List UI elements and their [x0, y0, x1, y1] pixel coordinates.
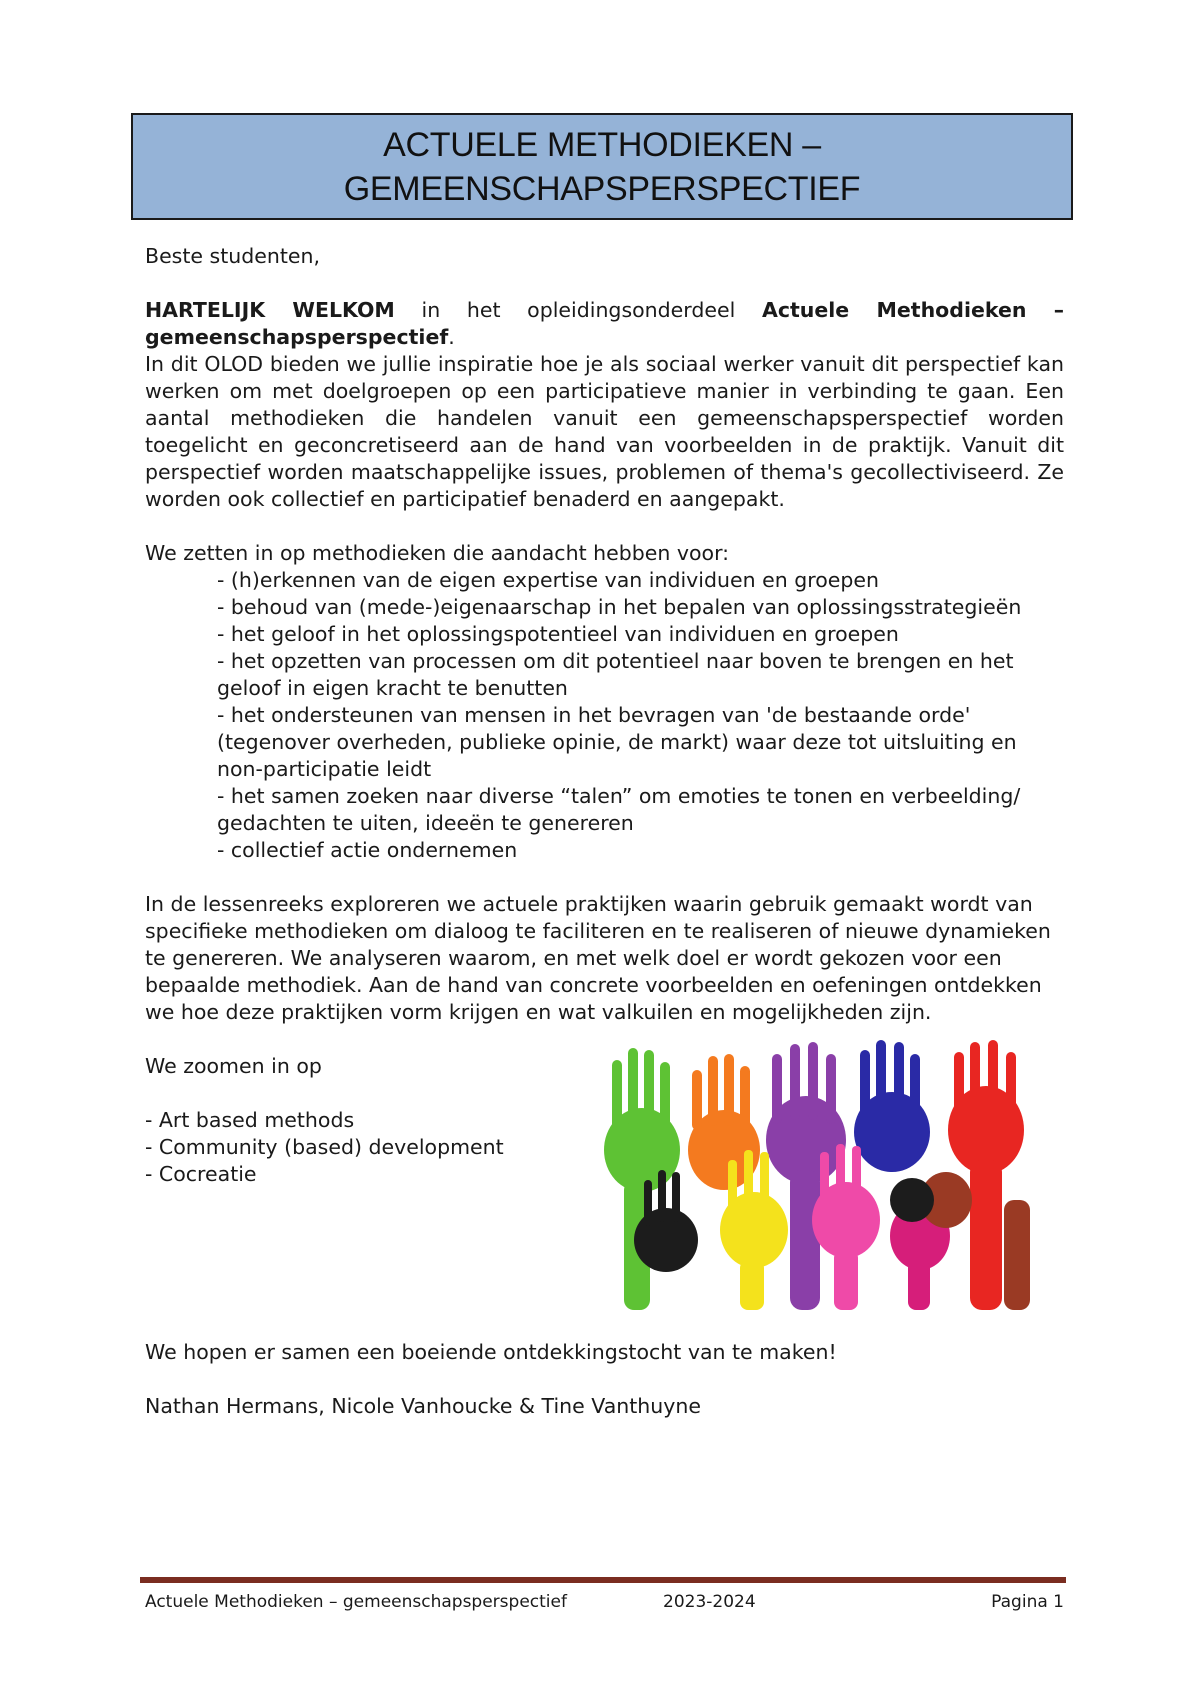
welcome-bold: HARTELIJK WELKOM: [145, 298, 395, 322]
title-line-2: GEMEENSCHAPSPERSPECTIEF: [343, 169, 861, 208]
hand-yellow: [720, 1150, 788, 1310]
zoom-intro: We zoomen in op: [145, 1054, 322, 1078]
title-box: [131, 113, 1073, 220]
list-item: - het opzetten van processen om dit potentieel naar boven te brengen en het geloof in eigen kracht te benutten: [217, 649, 1014, 700]
hand-blue: [854, 1040, 930, 1172]
focus-list: [145, 567, 1064, 864]
painted-hands-image: [594, 1040, 1044, 1312]
list-item: - collectief actie ondernemen: [217, 838, 518, 862]
list-item: - het geloof in het oplossingspotentieel van individuen en groepen: [217, 622, 899, 646]
focus-intro: We zetten in op methodieken die aandacht hebben voor:: [145, 541, 730, 565]
footer-page-number: Pagina 1: [991, 1592, 1064, 1612]
zoom-item: - Cocreatie: [145, 1162, 257, 1186]
list-item: - het ondersteunen van mensen in het bevragen van 'de bestaande orde' (tegenover overheden, publieke opinie, de markt) waar deze tot uitsluiting en non-participatie leidt: [217, 703, 1017, 781]
list-item: - het samen zoeken naar diverse “talen” om emoties te tonen en verbeelding/ gedachten te uiten, ideeën te genereren: [217, 784, 1021, 835]
footer-year: 2023-2024: [663, 1592, 756, 1612]
authors: Nathan Hermans, Nicole Vanhoucke & Tine Vanthuyne: [145, 1394, 702, 1418]
hand-black-2: [890, 1178, 934, 1222]
list-item: - behoud van (mede-)eigenaarschap in het bepalen van oplossingsstrategieën: [217, 595, 1022, 619]
zoom-item: - Art based methods: [145, 1108, 355, 1132]
closing-text: We hopen er samen een boeiende ontdekkingstocht van te maken!: [145, 1340, 837, 1364]
welcome-paragraph: [145, 297, 1064, 351]
list-item: - (h)erkennen van de eigen expertise van individuen en groepen: [217, 568, 880, 592]
greeting: Beste studenten,: [145, 244, 321, 268]
intro-paragraph: In dit OLOD bieden we jullie inspiratie hoe je als sociaal werker vanuit dit perspectief kan werken om met doelgroepen op een participatieve manier in verbinding te gaan. Een aantal methodieken die handelen vanuit een gemeenschapsperspectief worden toegelicht en geconcretiseerd aan de hand van voorbeelden in de praktijk. Vanuit dit perspectief worden maatschappelijke issues, problemen of thema's gecollectiviseerd. Ze worden ook collectief en participatief benaderd en aangepakt.: [145, 352, 1064, 511]
footer-divider: [140, 1577, 1066, 1583]
hand-pink: [812, 1144, 880, 1310]
zoom-item: - Community (based) development: [145, 1135, 504, 1159]
series-paragraph: In de lessenreeks exploreren we actuele praktijken waarin gebruik gemaakt wordt van specifieke methodieken om dialoog te faciliteren en te realiseren of nieuwe dynamieken te genereren. We analyseren waarom, en met welk doel er wordt gekozen voor een bepaalde methodiek. Aan de hand van concrete voorbeelden en oefeningen ontdekken we hoe deze praktijken vorm krijgen en wat valkuilen en mogelijkheden zijn.: [145, 892, 1051, 1024]
document-body: [145, 243, 1064, 1420]
course-name-bold: Actuele Methodieken – gemeenschapsperspectief: [145, 298, 1064, 349]
page-footer: [145, 1590, 1064, 1614]
footer-course: Actuele Methodieken – gemeenschapsperspectief: [145, 1592, 567, 1612]
welcome-end: .: [448, 325, 455, 349]
zoom-section: [145, 1053, 1064, 1315]
zoom-text: [145, 1053, 565, 1188]
title-line-1: ACTUELE METHODIEKEN –: [383, 125, 821, 164]
welcome-mid: in het opleidingsonderdeel: [394, 298, 762, 322]
